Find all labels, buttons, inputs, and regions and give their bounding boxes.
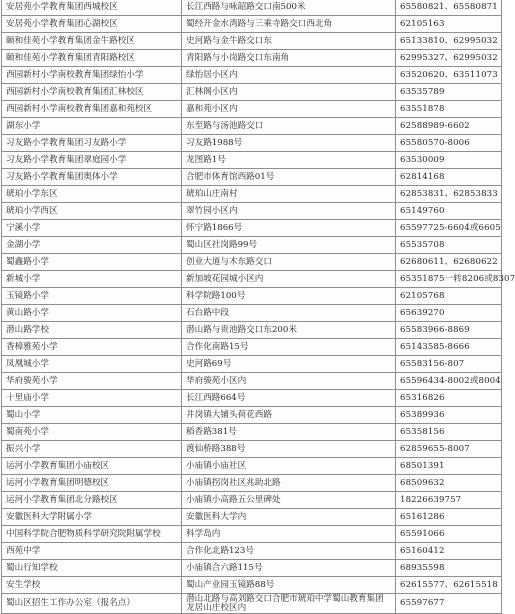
table-row [2, 475, 502, 492]
table-row [2, 560, 502, 577]
table-row [2, 203, 502, 220]
table-row [2, 339, 502, 356]
address-cell: 华府骏苑小区内 [182, 373, 396, 390]
school-name-cell: 黄山路小学 [2, 305, 182, 322]
phone-cell: 18226639757 [396, 492, 502, 509]
phone-cell: 65597677 [396, 594, 502, 614]
school-name-cell: 颐和佳苑小学教育集团青阳路校区 [2, 50, 182, 67]
table-row [2, 271, 502, 288]
address-cell: 青阳路与小岗路交口东南角 [182, 50, 396, 67]
address-cell: 创业大道与木东路交口 [182, 254, 396, 271]
phone-cell: 65389936 [396, 407, 502, 424]
school-name-cell: 湖东小学 [2, 118, 182, 135]
phone-cell: 62588989-6602 [396, 118, 502, 135]
table-row [2, 169, 502, 186]
table-row [2, 305, 502, 322]
address-cell: 蜀经开金水湾路与三乘寺路交口西北角 [182, 16, 396, 33]
address-cell: 合作化北路123号 [182, 543, 396, 560]
school-name-cell: 习友路小学教育集团奥体小学 [2, 169, 182, 186]
phone-cell: 62105163 [396, 16, 502, 33]
address-cell: 安徽医科大学内 [182, 509, 396, 526]
address-cell: 石台路中段 [182, 305, 396, 322]
table-row [2, 33, 502, 50]
phone-cell: 65160412 [396, 543, 502, 560]
phone-cell: 65143585-8666 [396, 339, 502, 356]
address-cell: 长江西路与咏韶路交口南500米 [182, 0, 396, 16]
school-name-cell: 香樟雅苑小学 [2, 339, 182, 356]
table-row [2, 509, 502, 526]
phone-cell: 62680611、62680622 [396, 254, 502, 271]
phone-cell: 65639270 [396, 305, 502, 322]
address-cell: 小庙镇拐岗社区兆助北路 [182, 475, 396, 492]
address-cell: 小庙镇小庙社区 [182, 458, 396, 475]
table-row [2, 390, 502, 407]
table-row [2, 152, 502, 169]
table-row [2, 84, 502, 101]
school-name-cell: 西园新村小学南校教育集团绿怡小学 [2, 67, 182, 84]
table-body [2, 0, 515, 614]
address-cell: 小庙镇合六路115号 [182, 560, 396, 577]
table-row [2, 322, 502, 339]
phone-cell: 62615577、62615518 [396, 577, 502, 594]
school-name-cell: 安居苑小学教育集团心湖校区 [2, 16, 182, 33]
school-name-cell: 华府骏苑小学 [2, 373, 182, 390]
address-cell: 潜山北路与高刘路交口合肥市琥珀中学蜀山教育集团龙居山庄校区内 [182, 594, 396, 614]
school-name-cell: 西园新村小学南校教育集团汇林校区 [2, 84, 182, 101]
phone-cell: 63551878 [396, 101, 502, 118]
school-name-cell: 西园新村小学南校教育集团嘉和苑校区 [2, 101, 182, 118]
address-cell: 史河路与金牛路交口东 [182, 33, 396, 50]
school-name-cell: 凤凰城小学 [2, 356, 182, 373]
phone-cell: 68501391 [396, 458, 502, 475]
address-cell: 渡仙桥路388号 [182, 441, 396, 458]
school-name-cell: 颐和佳苑小学教育集团金牛路校区 [2, 33, 182, 50]
phone-cell: 65358156 [396, 424, 502, 441]
address-cell: 小庙镇小高路五公里碑处 [182, 492, 396, 509]
table-row [2, 237, 502, 254]
school-name-cell: 安徽医科大学附属小学 [2, 509, 182, 526]
phone-cell: 63530009 [396, 152, 502, 169]
school-name-cell: 金湖小学 [2, 237, 182, 254]
address-cell: 科学院路100号 [182, 288, 396, 305]
school-name-cell: 琥珀小学西区 [2, 203, 182, 220]
address-cell: 长江西路664号 [182, 390, 396, 407]
address-cell: 怀宁路1866号 [182, 220, 396, 237]
table-row [2, 543, 502, 560]
phone-cell: 62853831、62853833 [396, 186, 502, 203]
phone-cell: 65580821、65580871 [396, 0, 502, 16]
school-name-cell: 安居苑小学教育集团西城校区 [2, 0, 182, 16]
table-row [2, 186, 502, 203]
phone-cell: 65583156-807 [396, 356, 502, 373]
address-cell: 合肥市体育馆西路01号 [182, 169, 396, 186]
phone-cell: 62814168 [396, 169, 502, 186]
address-cell: 嘉和苑小区内 [182, 101, 396, 118]
phone-cell: 65597725-6604或6605 [396, 220, 502, 237]
phone-cell: 65316826 [396, 390, 502, 407]
phone-cell: 62105768 [396, 288, 502, 305]
phone-cell: 65580570-8006 [396, 135, 502, 152]
phone-cell: 65161286 [396, 509, 502, 526]
address-cell: 科学岛内 [182, 526, 396, 543]
table-row [2, 288, 502, 305]
table-row [2, 594, 502, 614]
school-name-cell: 蜀山行知学校 [2, 560, 182, 577]
phone-cell: 65596434-8002或8004 [396, 373, 502, 390]
school-name-cell: 蜀山区招生工作办公室（报名点） [2, 594, 182, 614]
table-row [2, 118, 502, 135]
address-cell: 稻香路381号 [182, 424, 396, 441]
table-row [2, 526, 502, 543]
table-row [2, 424, 502, 441]
school-name-cell: 中国科学院合肥物质科学研究院附属学校 [2, 526, 182, 543]
school-name-cell: 宁溪小学 [2, 220, 182, 237]
phone-cell: 65535708 [396, 237, 502, 254]
school-name-cell: 安生学校 [2, 577, 182, 594]
school-name-cell: 蜀山小学 [2, 407, 182, 424]
address-cell: 新加坡花园城小区内 [182, 271, 396, 288]
table-row [2, 373, 502, 390]
address-cell: 史河路69号 [182, 356, 396, 373]
address-cell: 井岗镇大铺头荷花西路 [182, 407, 396, 424]
school-name-cell: 潜山路学校 [2, 322, 182, 339]
school-name-cell: 玉镜路小学 [2, 288, 182, 305]
school-name-cell: 十里庙小学 [2, 390, 182, 407]
school-name-cell: 琥珀小学东区 [2, 186, 182, 203]
school-name-cell: 蜀鑫路小学 [2, 254, 182, 271]
phone-cell: 65351875一转8206或8307 [396, 271, 502, 288]
school-name-cell: 蜀南苑小学 [2, 424, 182, 441]
table-row [2, 67, 502, 84]
phone-cell: 62859655-8007 [396, 441, 502, 458]
school-name-cell: 振兴小学 [2, 441, 182, 458]
table-row [2, 135, 502, 152]
table-row [2, 577, 502, 594]
phone-cell: 62995327、62995032 [396, 50, 502, 67]
table-row [2, 492, 502, 509]
school-name-cell: 运河小学教育集团北分路校区 [2, 492, 182, 509]
table-row [2, 356, 502, 373]
address-cell: 汇林阁小区内 [182, 84, 396, 101]
phone-cell: 63520620、63511073 [396, 67, 502, 84]
phone-cell: 65133810、62995032 [396, 33, 502, 50]
school-name-cell: 习友路小学教育集团翠庭园小学 [2, 152, 182, 169]
table-row [2, 254, 502, 271]
table-row [2, 458, 502, 475]
address-cell: 翠竹园小区内 [182, 203, 396, 220]
address-cell: 绿怡居小区内 [182, 67, 396, 84]
phone-cell: 65591066 [396, 526, 502, 543]
school-contact-table [1, 0, 515, 614]
address-cell: 琥珀山庄南村 [182, 186, 396, 203]
table-row [2, 101, 502, 118]
phone-cell: 68509632 [396, 475, 502, 492]
school-name-cell: 西苑中学 [2, 543, 182, 560]
address-cell: 蜀山产业园玉镜路88号 [182, 577, 396, 594]
address-cell: 蜀山区社岗路99号 [182, 237, 396, 254]
school-name-cell: 习友路小学教育集团习友路小学 [2, 135, 182, 152]
school-name-cell: 新城小学 [2, 271, 182, 288]
address-cell: 龙图路1号 [182, 152, 396, 169]
table-row [2, 0, 502, 16]
phone-cell: 63535789 [396, 84, 502, 101]
table-row [2, 441, 502, 458]
phone-cell: 65583966-8869 [396, 322, 502, 339]
address-cell: 合作化南路15号 [182, 339, 396, 356]
table-row [2, 50, 502, 67]
table-row [2, 16, 502, 33]
address-cell: 习友路1988号 [182, 135, 396, 152]
school-name-cell: 运河小学教育集团小庙校区 [2, 458, 182, 475]
table-row [2, 407, 502, 424]
school-name-cell: 运河小学教育集团明德校区 [2, 475, 182, 492]
address-cell: 潜山路与贵池路交口东200米 [182, 322, 396, 339]
phone-cell: 65149760 [396, 203, 502, 220]
address-cell: 东至路与汤池路交口 [182, 118, 396, 135]
table-row [2, 220, 502, 237]
phone-cell: 68935598 [396, 560, 502, 577]
